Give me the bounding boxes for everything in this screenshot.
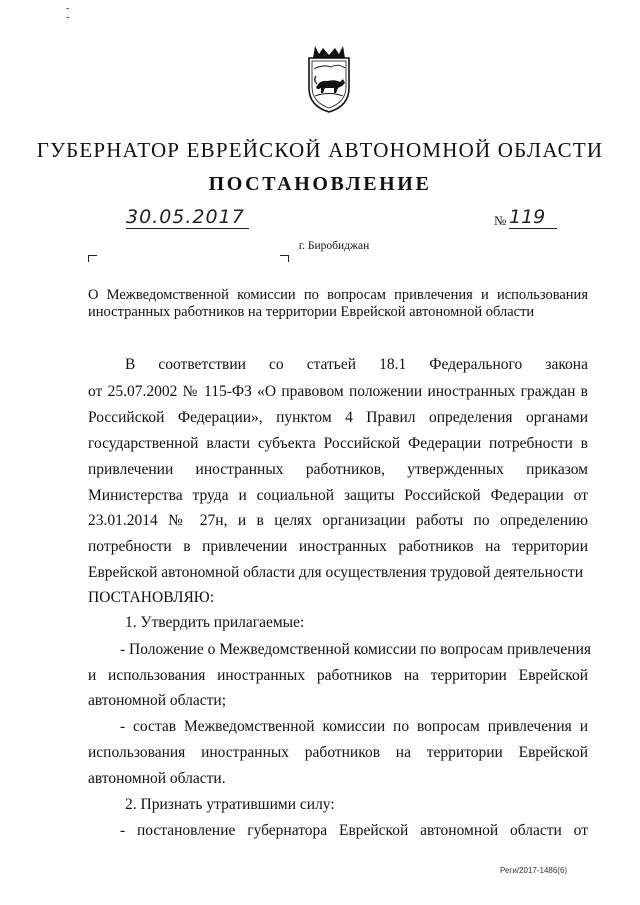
body-line: от 25.07.2002 № 115-ФЗ «О правовом положении иностранных граждан в	[88, 383, 588, 400]
number-prefix: №	[494, 213, 507, 228]
document-title-line: О Межведомственной комиссии по вопросам привлечения и использования	[88, 287, 588, 303]
body-line: автономной области;	[88, 692, 227, 709]
issuing-authority: ГУБЕРНАТОР ЕВРЕЙСКОЙ АВТОНОМНОЙ ОБЛАСТИ	[36, 138, 604, 162]
city-label: г. Биробиджан	[298, 240, 370, 252]
body-line: - состав Межведомственной комиссии по вопросам привлечения и	[120, 718, 588, 735]
body-line: привлечении иностранных работников, утвержденных приказом	[88, 461, 588, 478]
body-line: государственной власти субъекта Российской Федерации потребности в	[88, 435, 588, 452]
body-line: и использования иностранных работников на территории Еврейской	[88, 667, 588, 684]
clause-heading: 2. Признать утратившими силу:	[125, 796, 335, 813]
body-line: - Положение о Межведомственной комиссии по вопросам привлечения	[120, 641, 592, 658]
document-type: ПОСТАНОВЛЕНИЕ	[208, 173, 432, 195]
clause-heading: 1. Утвердить прилагаемые:	[125, 614, 305, 631]
title-bracket-left	[88, 255, 97, 262]
body-line: - постановление губернатора Еврейской автономной области от	[120, 822, 588, 839]
title-bracket-right	[280, 255, 289, 262]
body-line: потребности в привлечении иностранных работников на территории	[88, 538, 588, 555]
registration-reference: Реги/2017-1486(6)	[500, 866, 568, 875]
corner-mark: - -	[66, 3, 70, 23]
decree-verb: ПОСТАНОВЛЯЮ:	[88, 589, 215, 606]
body-line: 23.01.2014 № 27н, и в целях организации работы по определению	[88, 512, 588, 529]
document-title-line: иностранных работников на территории Еврейской автономной области	[88, 304, 535, 320]
body-line: В соответствии со статьей 18.1 Федерального закона	[125, 356, 588, 373]
handwritten-number: 119	[509, 206, 557, 229]
body-line: Российской Федерации», пунктом 4 Правил определения органами	[88, 409, 588, 426]
body-line: Еврейской автономной области для осуществления трудовой деятельности	[88, 564, 583, 581]
coat-of-arms-tiger-icon	[305, 44, 353, 114]
handwritten-date: 30.05.2017	[126, 206, 249, 229]
body-line: автономной области.	[88, 770, 226, 787]
body-line: Министерства труда и социальной защиты Российской Федерации от	[88, 487, 588, 504]
body-line: использования иностранных работников на территории Еврейской	[88, 744, 588, 761]
